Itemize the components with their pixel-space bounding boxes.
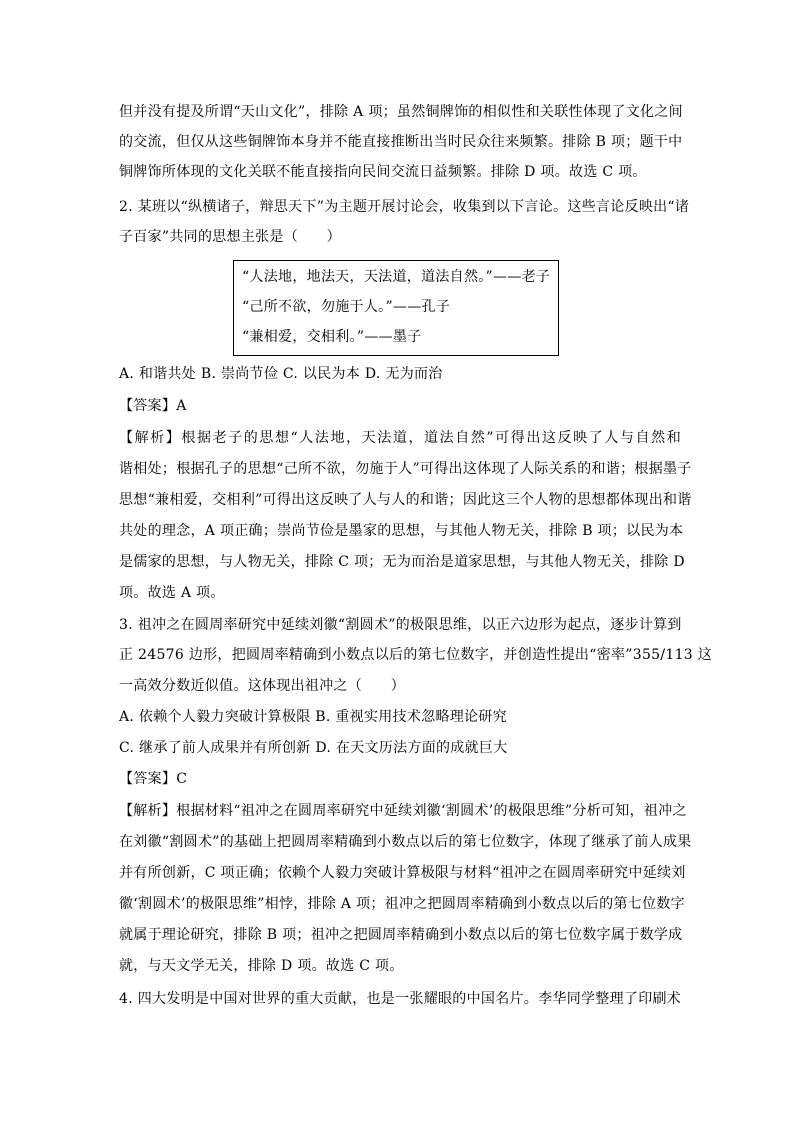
question-2-explanation: 项。故选 A 项。 <box>119 585 225 601</box>
question-3-explanation: 就属于理论研究，排除 B 项；祖冲之把圆周率精确到小数点以后的第七位数字属于数学成 <box>119 927 683 943</box>
text-line: 但并没有提及所谓“天山文化”，排除 A 项；虽然铜牌饰的相似性和关联性体现了文化之间 <box>119 104 683 120</box>
question-3-stem: 3. 祖冲之在圆周率研究中延续刘徽“割圆术”的极限思维，以正六边形为起点，逐步计算到 <box>119 617 682 633</box>
question-2-stem: 2. 某班以“纵横诸子，辩思天下”为主题开展讨论会，收集到以下言论。这些言论反映出“诸 <box>119 199 690 215</box>
question-3-explanation: 在刘徽“割圆术”的基础上把圆周率精确到小数点以后的第七位数字，体现了继承了前人成果 <box>119 834 692 850</box>
question-2-explanation: 是儒家的思想，与人物无关，排除 C 项；无为而治是道家思想，与其他人物无关，排除 D <box>119 554 685 570</box>
question-3-options: C. 继承了前人成果并有所创新 D. 在天文历法方面的成就巨大 <box>119 740 508 756</box>
question-4-stem: 4. 四大发明是中国对世界的重大贡献，也是一张耀眼的中国名片。李华同学整理了印刷术 <box>119 991 682 1007</box>
text-line: 铜牌饰所体现的文化关联不能直接指向民间交流日益频繁。排除 D 项。故选 C 项。 <box>119 164 647 180</box>
question-3-answer: 【答案】C <box>119 771 188 787</box>
question-3-explanation: 徽‘割圆术’的极限思维”相悖，排除 A 项；祖冲之把圆周率精确到小数点以后的第七位数字 <box>119 896 685 912</box>
question-3-stem: 一高效分数近似值。这体现出祖冲之（ ） <box>119 678 405 694</box>
question-2-explanation: 思想“兼相爱，交相利”可得出这反映了人与人的和谐；因此这三个人物的思想都体现出和谐 <box>119 492 692 508</box>
question-2-explanation: 【解析】根据老子的思想“人法地，天法道，道法自然”可得出这反映了人与自然和 <box>119 430 681 446</box>
question-3-explanation: 【解析】根据材料“祖冲之在圆周率研究中延续刘徽‘割圆术’的极限思维”分析可知，祖冲之 <box>119 803 687 819</box>
quote-mozi: “兼相爱，交相利。”——墨子 <box>242 329 422 345</box>
question-3-explanation: 并有所创新，C 项正确；依赖个人毅力突破计算极限与材料“祖冲之在圆周率研究中延续刘 <box>119 865 686 881</box>
quote-laozi: “人法地，地法天，天法道，道法自然。”——老子 <box>242 269 551 285</box>
quote-box <box>233 260 559 356</box>
quote-confucius: “己所不欲，勿施于人。”——孔子 <box>242 299 451 315</box>
question-3-options: A. 依赖个人毅力突破计算极限 B. 重视实用技术忽略理论研究 <box>119 709 507 725</box>
question-2-explanation: 谐相处；根据孔子的思想“己所不欲，勿施于人”可得出这体现了人际关系的和谐；根据墨子 <box>119 461 692 477</box>
question-2-explanation: 共处的理念，A 项正确；崇尚节俭是墨家的思想，与其他人物无关，排除 B 项；以民为本 <box>119 523 684 539</box>
question-2-answer: 【答案】A <box>119 398 187 414</box>
question-2-stem: 子百家”共同的思想主张是（ ） <box>119 229 341 245</box>
question-3-stem: 正 24576 边形，把圆周率精确到小数点以后的第七位数字，并创造性提出“密率”355/113 这 <box>119 647 713 663</box>
question-2-options: A. 和谐共处 B. 崇尚节俭 C. 以民为本 D. 无为而治 <box>119 366 443 382</box>
text-line: 的交流，但仅从这些铜牌饰本身并不能直接推断出当时民众往来频繁。排除 B 项；题干中 <box>119 134 683 150</box>
question-3-explanation: 就，与天文学无关，排除 D 项。故选 C 项。 <box>119 958 404 974</box>
